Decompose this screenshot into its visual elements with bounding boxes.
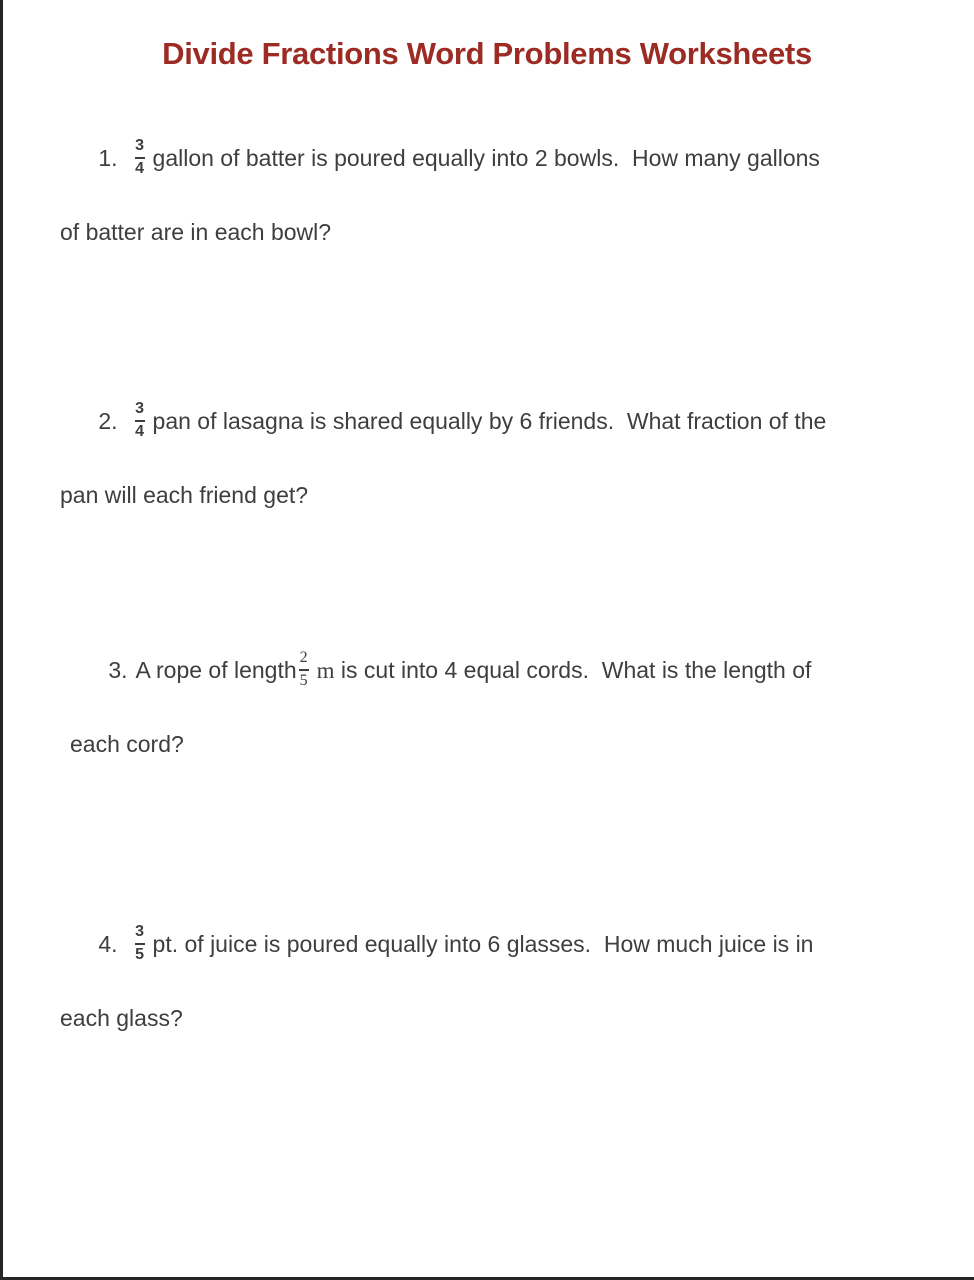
problem-3-line-2: each cord? [70,731,184,758]
problem-1-line-1 [60,110,920,209]
fraction-bar [135,420,145,422]
problem-2-text: pan of lasagna is shared equally by 6 friends. What fraction of the [152,407,827,434]
fraction-bar [135,157,145,159]
fraction-3-4 [135,401,145,441]
fraction-numerator: 3 [135,136,144,154]
problem-1 [60,110,920,248]
fraction-numerator: 3 [135,399,144,417]
problem-1-line-2: of batter are in each bowl? [60,219,332,246]
fraction-numerator: 2 [299,648,308,666]
problem-4-text: pt. of juice is poured equally into 6 glasses. How much juice is in [152,930,814,957]
problem-4-line-2: each glass? [60,1005,183,1032]
page-title: Divide Fractions Word Problems Worksheets [162,36,812,71]
problem-1-number: 1. [98,144,118,171]
fraction-3-4 [135,138,145,178]
problem-4 [60,896,920,1034]
problem-3 [70,622,930,760]
fraction-denominator: 5 [135,945,144,963]
problem-4-number: 4. [98,930,118,957]
fraction-denominator: 5 [299,671,308,689]
fraction-denominator: 4 [135,422,144,440]
problem-3-number: 3. [108,656,128,683]
problem-3-text-pre: A rope of length [135,656,297,683]
fraction-2-5 [299,650,309,690]
fraction-bar [299,669,309,671]
problem-2-line-2: pan will each friend get? [60,482,309,509]
left-edge-line [0,0,3,1280]
fraction-denominator: 4 [135,159,144,177]
fraction-bar [135,943,145,945]
fraction-3-5 [135,924,145,964]
problem-4-line-1 [60,896,920,995]
problem-2-number: 2. [98,407,118,434]
problem-2-line-1 [60,373,920,472]
unit-meters: m [316,657,335,683]
problem-2 [60,373,920,511]
fraction-numerator: 3 [135,922,144,940]
problem-1-text: gallon of batter is poured equally into 2 bowls. How many gallons [152,144,820,171]
problem-3-text: is cut into 4 equal cords. What is the length of [334,656,812,683]
problem-3-line-1 [70,622,930,721]
